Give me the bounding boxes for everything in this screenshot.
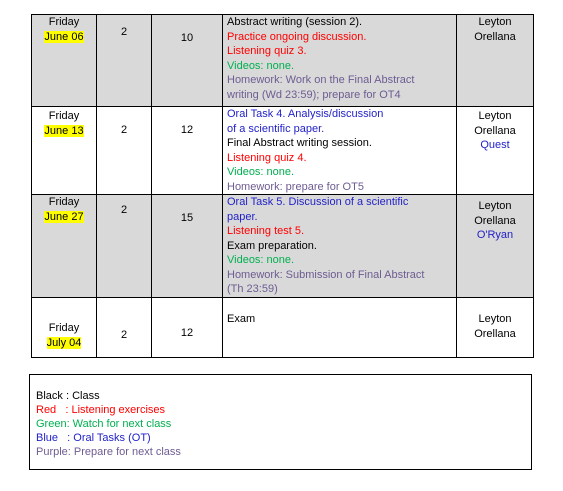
color-legend [29, 374, 532, 470]
content-cell [223, 107, 457, 195]
day-cell [32, 298, 97, 358]
hours-cell: 2 [97, 298, 152, 358]
content-line: Videos: none. [227, 254, 295, 266]
content-line: Listening quiz 3. [227, 45, 307, 57]
legend-item: Green: Watch for next class [36, 418, 172, 430]
date-label: July 04 [46, 336, 82, 349]
content-line: Exam [227, 313, 256, 325]
day-label: Friday [48, 16, 80, 28]
week-cell: 10 [152, 15, 223, 107]
table-row [32, 195, 534, 298]
legend-item: Purple: Prepare for next class [36, 446, 181, 458]
content-line: Oral Task 4. Analysis/discussion [227, 108, 384, 120]
teacher-name: Orellana [474, 124, 516, 137]
week-cell: 15 [152, 195, 223, 298]
teacher-cell [457, 298, 534, 358]
content-line: Videos: none. [227, 59, 295, 72]
teacher-name: Leyton [478, 200, 512, 212]
content-line: Homework: prepare for OT5 [227, 180, 364, 193]
week-cell: 12 [152, 107, 223, 195]
teacher-name: O'Ryan [476, 229, 514, 241]
teacher-name: Leyton [478, 16, 512, 28]
content-line: writing (Wd 23:59); prepare for OT4 [227, 88, 401, 101]
content-line: Practice ongoing discussion. [227, 30, 367, 43]
teacher-name: Leyton [478, 313, 512, 325]
week-cell: 12 [152, 298, 223, 358]
content-cell [223, 195, 457, 298]
content-line: Listening quiz 4. [227, 151, 307, 164]
content-line: Homework: Work on the Final Abstract [227, 74, 415, 86]
content-line: Homework: Submission of Final Abstract [227, 268, 425, 281]
schedule-table [31, 14, 534, 358]
day-label: Friday [48, 322, 80, 334]
day-cell [32, 107, 97, 195]
date-label: June 27 [44, 210, 84, 223]
table-row [32, 298, 534, 358]
content-cell [223, 15, 457, 107]
teacher-name: Leyton [478, 110, 512, 122]
teacher-name: Orellana [474, 30, 516, 43]
day-label: Friday [48, 110, 80, 122]
content-line: Videos: none. [227, 166, 295, 178]
content-line: Final Abstract writing session. [227, 137, 372, 149]
day-cell [32, 195, 97, 298]
content-line: of a scientific paper. [227, 122, 325, 135]
content-line: Abstract writing (session 2). [227, 16, 363, 28]
hours-cell: 2 [97, 15, 152, 107]
hours-cell: 2 [97, 107, 152, 195]
legend-item: Blue : Oral Tasks (OT) [36, 432, 151, 444]
content-line: Exam preparation. [227, 239, 317, 252]
table-row [32, 15, 534, 107]
content-line: Oral Task 5. Discussion of a scientific [227, 196, 409, 208]
content-line: paper. [227, 210, 258, 223]
table-row [32, 107, 534, 195]
day-label: Friday [48, 196, 80, 208]
date-label: June 06 [44, 30, 84, 43]
day-cell [32, 15, 97, 107]
teacher-name: Orellana [474, 327, 516, 340]
hours-cell: 2 [97, 195, 152, 298]
content-cell [223, 298, 457, 358]
legend-item: Black : Class [36, 390, 100, 402]
content-line: Listening test 5. [227, 225, 305, 237]
content-line: (Th 23:59) [227, 283, 278, 295]
legend-item: Red : Listening exercises [36, 404, 166, 416]
date-label: June 13 [44, 124, 84, 137]
teacher-name: Quest [480, 139, 510, 151]
teacher-cell [457, 107, 534, 195]
teacher-cell [457, 15, 534, 107]
teacher-cell [457, 195, 534, 298]
teacher-name: Orellana [474, 214, 516, 227]
